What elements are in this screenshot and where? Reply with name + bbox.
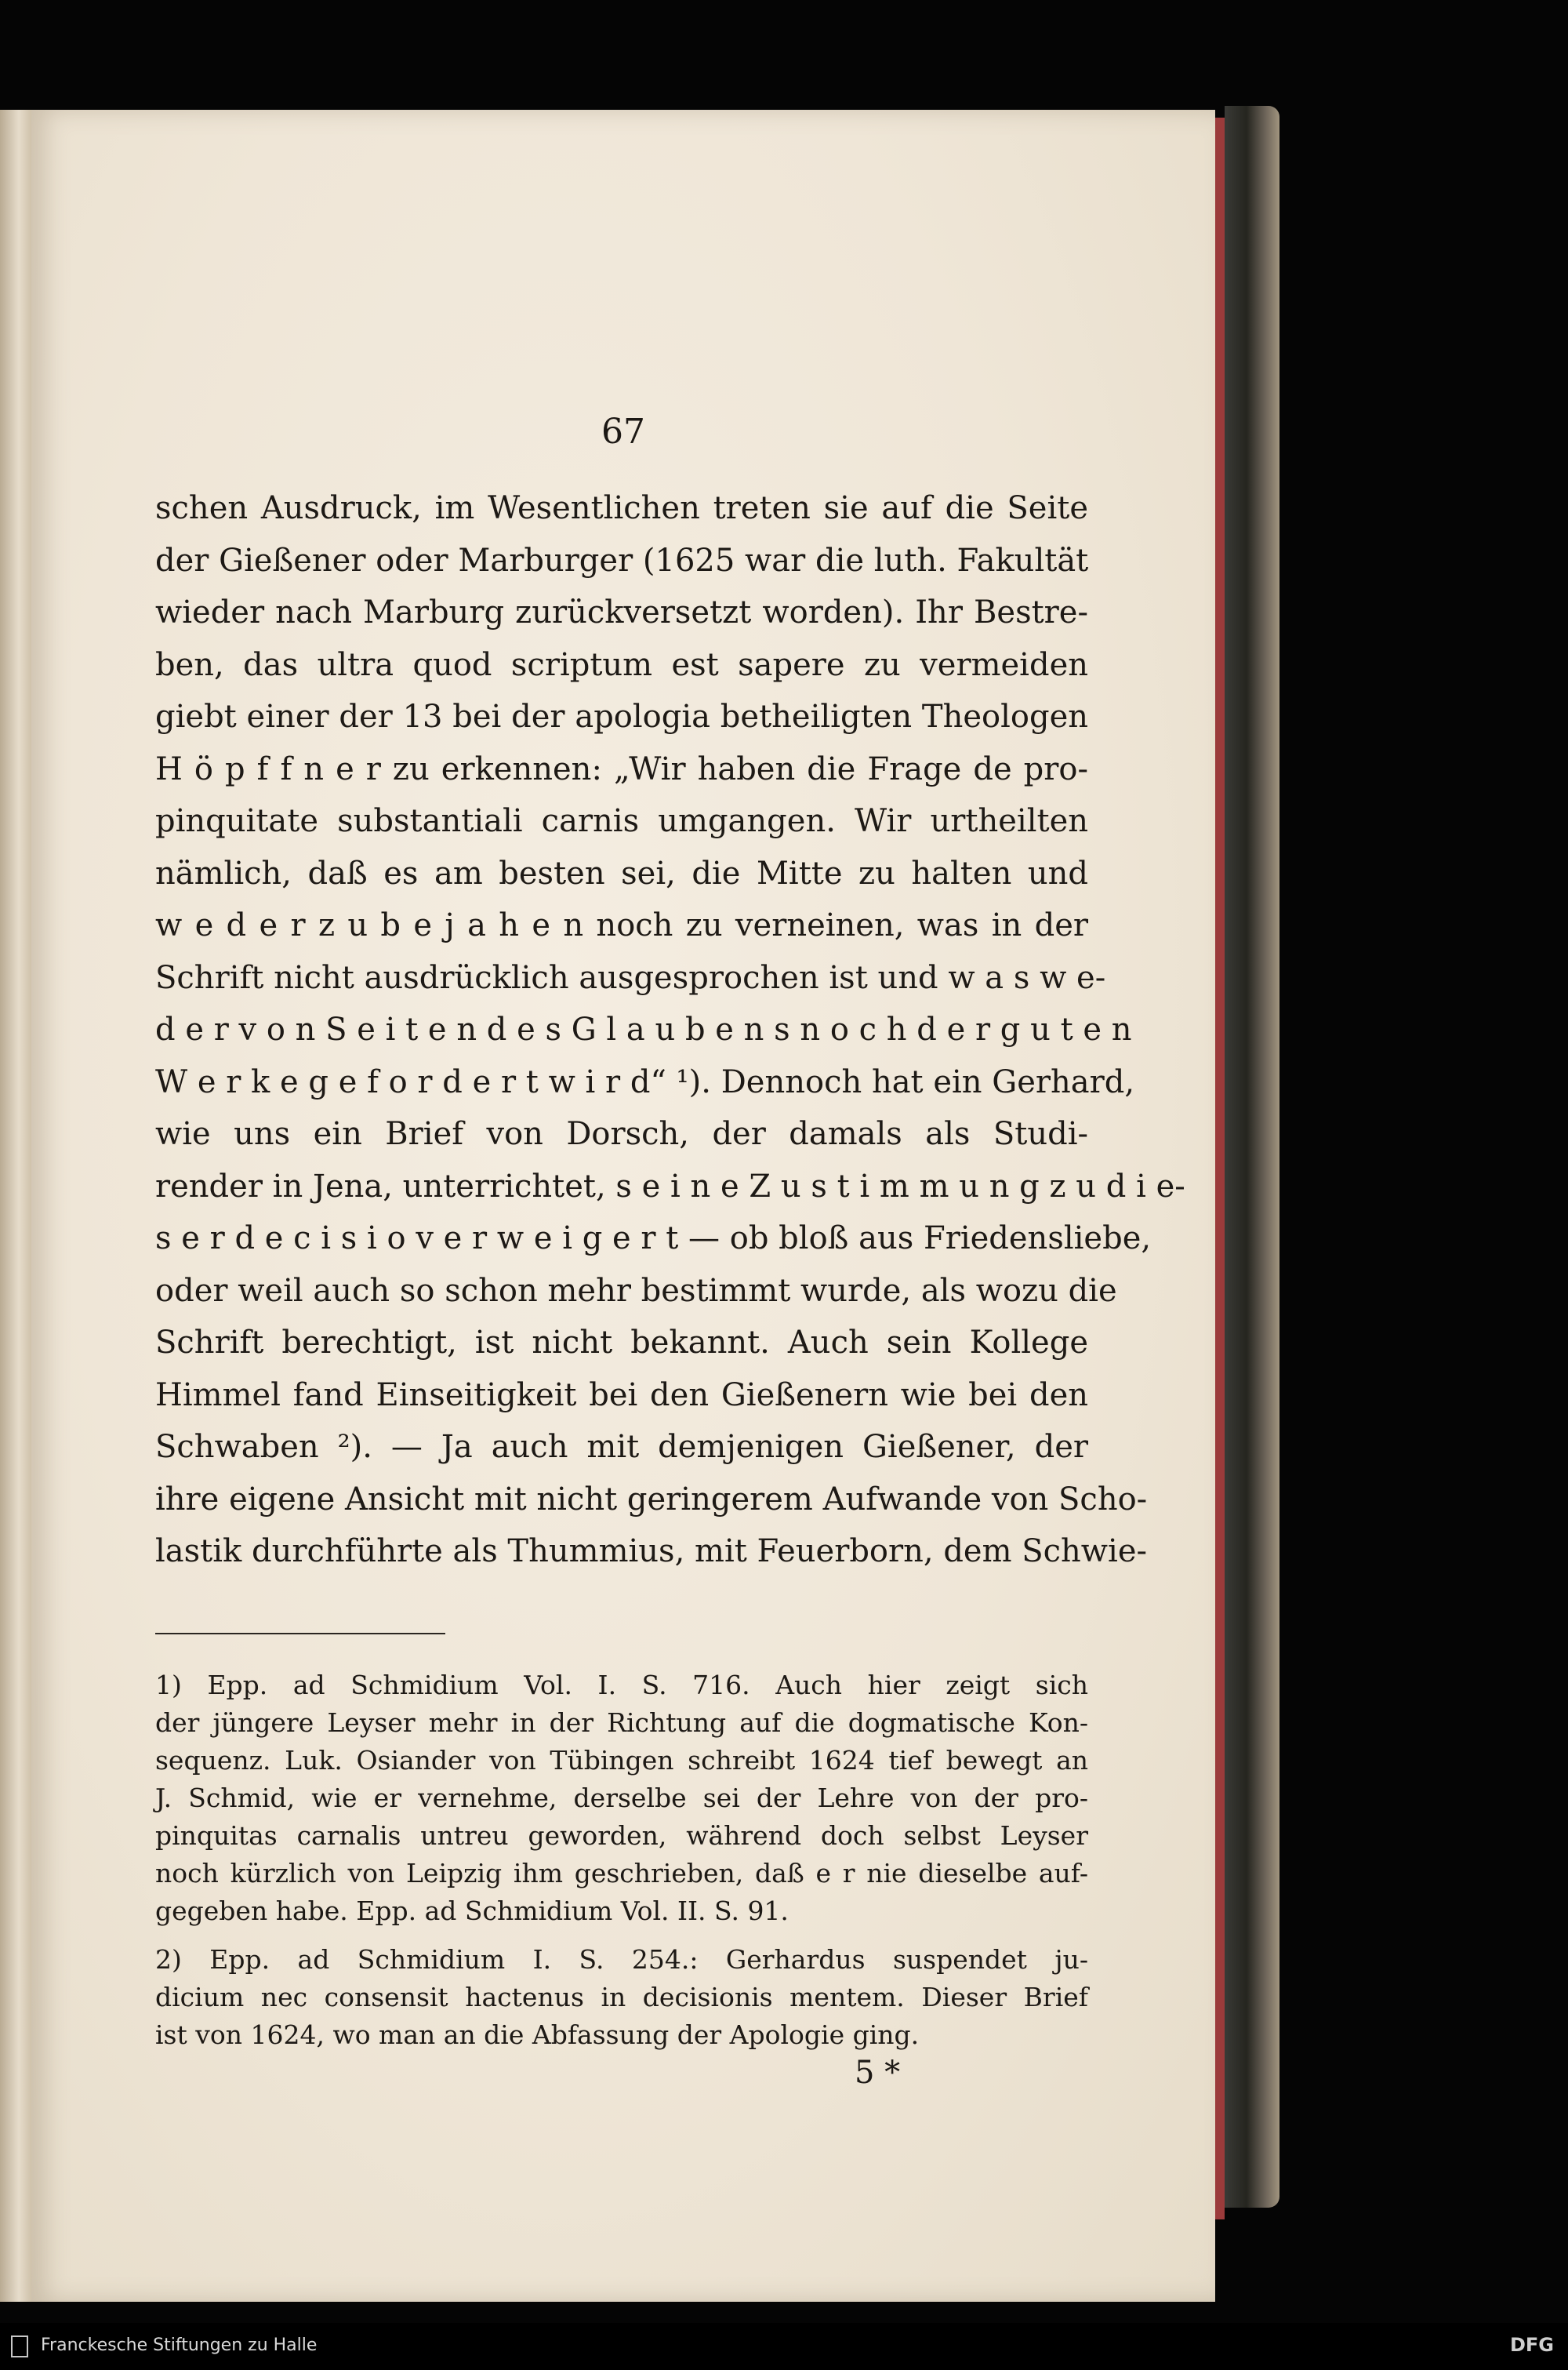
red-page-edge — [1215, 118, 1225, 2219]
footnote-1-line: der jüngere Leyser mehr in der Richtung auf die dogmatische Kon- — [155, 1707, 1088, 1738]
footnote-1-line: noch kürzlich von Leipzig ihm geschrieben, daß e r nie dieselbe auf- — [155, 1858, 1088, 1888]
left-page-edge — [0, 110, 31, 2302]
dfg-logo: DFG — [1509, 2334, 1554, 2356]
body-line: Schrift nicht ausdrücklich ausgesprochen ist und w a s w e- — [155, 959, 1106, 996]
body-line: der Gießener oder Marburger (1625 war die luth. Fakultät — [155, 542, 1089, 579]
book-cover-edge — [1225, 106, 1279, 2208]
body-line: giebt einer der 13 bei der apologia betheiligten Theologen — [155, 699, 1088, 735]
body-line: render in Jena, unterrichtet, s e i n e Z u s t i m m u n g z u d i e- — [155, 1168, 1185, 1205]
body-line: lastik durchführte als Thummius, mit Feuerborn, dem Schwie- — [155, 1533, 1148, 1569]
footnote-2-line: 2) Epp. ad Schmidium I. S. 254.: Gerhardus suspendet ju- — [155, 1944, 1088, 1975]
footer-bar — [0, 2323, 1568, 2370]
body-line: ben, das ultra quod scriptum est sapere zu vermeiden — [155, 646, 1088, 683]
footnote-divider — [155, 1633, 445, 1634]
body-text — [155, 482, 1185, 1578]
body-line: Himmel fand Einseitigkeit bei den Gießenern wie bei den — [155, 1376, 1088, 1413]
footnote-1-line: pinquitas carnalis untreu geworden, während doch selbst Leyser — [155, 1820, 1088, 1851]
body-line: Schrift berechtigt, ist nicht bekannt. Auch sein Kollege — [155, 1325, 1088, 1361]
body-line: s e r d e c i s i o v e r w e i g e r t — ob bloß aus Friedensliebe, — [155, 1220, 1152, 1256]
body-line: ihre eigene Ansicht mit nicht geringerem Aufwande von Scho- — [155, 1481, 1148, 1518]
footnote-2-line: ist von 1624, wo man an die Abfassung der Apologie ging. — [155, 2019, 920, 2050]
body-line: oder weil auch so schon mehr bestimmt wurde, als wozu die — [155, 1272, 1117, 1309]
body-line: wie uns ein Brief von Dorsch, der damals als Studi- — [155, 1116, 1088, 1152]
body-line: schen Ausdruck, im Wesentlichen treten sie auf die Seite — [155, 490, 1088, 526]
footnote-1-line: 1) Epp. ad Schmidium Vol. I. S. 716. Auch hier zeigt sich — [155, 1670, 1088, 1700]
body-line: H ö p f f n e r zu erkennen: „Wir haben die Frage de pro- — [155, 751, 1088, 787]
body-line: W e r k e g e f o r d e r t w i r d“ ¹). Dennoch hat ein Gerhard, — [155, 1063, 1135, 1100]
page-number: 67 — [601, 412, 645, 452]
footnote-1-line: J. Schmid, wie er vernehme, derselbe sei der Lehre von der pro- — [155, 1783, 1088, 1813]
institution-name: Franckesche Stiftungen zu Halle — [41, 2335, 318, 2355]
institution-logo-icon — [11, 2335, 28, 2357]
body-line: Schwaben ²). — Ja auch mit demjenigen Gießener, der — [155, 1429, 1088, 1465]
book-page — [31, 110, 1215, 2302]
footnote-1-line: sequenz. Luk. Osiander von Tübingen schreibt 1624 tief bewegt an — [155, 1745, 1088, 1776]
body-line: d e r v o n S e i t e n d e s G l a u b e n s n o c h d e r g u t e n — [155, 1012, 1132, 1048]
footnotes — [155, 1667, 1088, 2054]
body-line: w e d e r z u b e j a h e n noch zu verneinen, was in der — [155, 907, 1088, 943]
signature-mark: 5 * — [855, 2055, 901, 2091]
footnote-1-line: gegeben habe. Epp. ad Schmidium Vol. II. S. 91. — [155, 1896, 789, 1926]
footnote-2-line: dicium nec consensit hactenus in decisionis mentem. Dieser Brief — [155, 1982, 1088, 2012]
body-line: pinquitate substantiali carnis umgangen. Wir urtheilten — [155, 803, 1088, 839]
body-line: wieder nach Marburg zurückversetzt worden). Ihr Bestre- — [155, 594, 1088, 631]
body-line: nämlich, daß es am besten sei, die Mitte zu halten und — [155, 855, 1088, 892]
footnote-gap — [155, 1930, 1088, 1941]
